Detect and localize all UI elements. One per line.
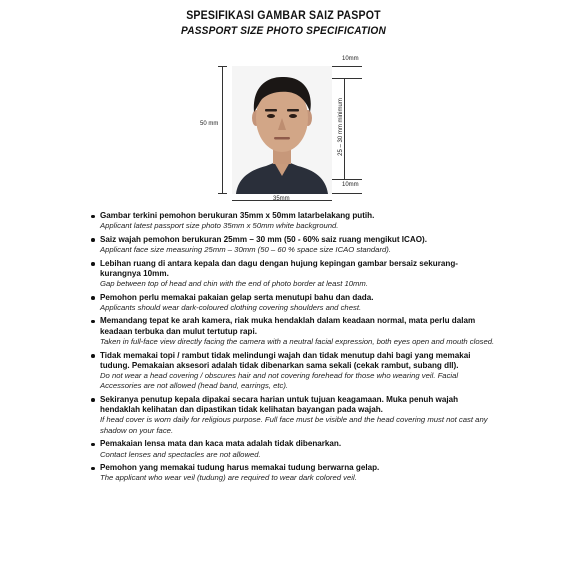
item-text-malay: Pemohon perlu memakai pakaian gelap serta menutupi bahu dan dada. [100, 292, 374, 302]
list-item [91, 395, 496, 436]
face-range-line [344, 78, 345, 179]
item-text-english: Taken in full-face view directly facing the camera with a neutral facial expression, both eyes open and mouth closed. [100, 337, 495, 347]
item-text-english: Contact lenses and spectacles are not allowed. [100, 449, 261, 459]
document-title: SPESIFIKASI GAMBAR SAIZ PASPOT [186, 10, 381, 22]
list-item [91, 316, 496, 347]
list-item [91, 463, 496, 484]
item-text-malay: Saiz wajah pemohon berukuran 25mm – 30 mm (50 - 60% saiz ruang mengikut ICAO). [100, 234, 427, 244]
item-text-english: Do not wear a head covering / obscures hair and not covering forehead for those who wearing veil. Facial Accessories are not allowed (head band, earrings, etc). [100, 371, 459, 391]
face-range-label: 25 – 30 mm minimum [337, 98, 344, 156]
list-item [91, 439, 496, 460]
item-text-english: Gap between top of head and chin with the end of photo border at least 10mm. [100, 279, 368, 289]
list-item [91, 211, 496, 232]
specification-list [91, 211, 496, 487]
photo-specification-figure [0, 0, 567, 210]
list-item [91, 293, 496, 314]
item-text-english: Applicants should wear dark-coloured clothing covering shoulders and chest. [100, 302, 362, 312]
item-text-malay: Gambar terkini pemohon berukuran 35mm x 50mm latarbelakang putih. [100, 211, 375, 220]
item-text-malay: Lebihan ruang di antara kepala dan dagu dengan hujung kepingan gambar bersaiz sekurang-kurangnya 10mm. [100, 258, 458, 278]
list-item [91, 259, 496, 290]
item-text-malay: Pemakaian lensa mata dan kaca mata adalah tidak dibenarkan. [100, 439, 342, 449]
item-text-english: If head cover is worn daily for religious purpose. Full face must be visible and the head covering must not cast any shadow on your face. [100, 415, 488, 435]
person-portrait-icon [232, 66, 332, 194]
document-subtitle: PASSPORT SIZE PHOTO SPECIFICATION [181, 25, 386, 37]
bottom-margin-label: 10mm [342, 182, 359, 188]
item-text-malay: Tidak memakai topi / rambut tidak melindungi wajah dan tidak menutup dahi bagi yang memakai tudung. Pemakaian aksesori adalah tidak dibenarkan sama sekali (cekak rambut, subang dll). [100, 350, 471, 370]
top-margin-label: 10mm [342, 56, 359, 62]
item-text-malay: Pemohon yang memakai tudung harus memakai tudung berwarna gelap. [100, 463, 380, 473]
sample-passport-photo [232, 66, 332, 194]
list-item [91, 351, 496, 392]
item-text-english: Applicant face size measuring 25mm – 30mm (50 – 60 % space size ICAO standard). [100, 245, 391, 255]
item-text-english: The applicant who wear veil (tudung) are required to wear dark colored veil. [100, 473, 357, 483]
item-text-english: Applicant latest passport size photo 35mm x 50mm white background. [100, 221, 339, 231]
item-text-malay: Sekiranya penutup kepala dipakai secara harian untuk tujuan keagamaan. Muka penuh wajah hendaklah kelihatan dan dipastikan tidak kelihatan bayangan pada wajah. [100, 394, 459, 415]
item-text-malay: Memandang tepat ke arah kamera, riak muka hendaklah dalam keadaan normal, mata perlu dalam keadaan terbuka dan mulut tertutup rapi. [100, 316, 476, 336]
list-item [91, 235, 496, 256]
photo-height-line [222, 66, 223, 194]
photo-height-label: 50 mm [200, 121, 219, 127]
photo-width-label: 35mm [273, 196, 290, 202]
